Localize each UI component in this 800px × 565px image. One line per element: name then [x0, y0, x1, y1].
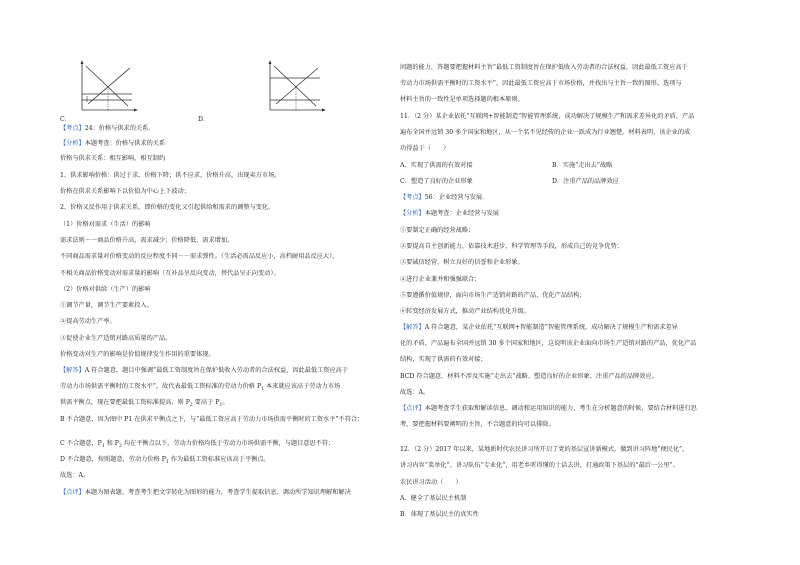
continued-line: 劳动力市场供需平衡时的工资水平”，因此最低工资应高于市场价格，并找出与主旨一致的图形。选项与: [400, 80, 682, 87]
jieda-line: 结构，实现了供需的有效对接；: [400, 356, 487, 363]
analysis-line: 价格与供求关系：相互影响，相互制约: [60, 155, 166, 162]
continued-line: 问题的能力，答题要把握材料主旨“最低工资制度旨在保护低收入劳动者的合法权益，因此最低工资应高于: [400, 64, 688, 71]
question-12-line: 讲习内容“菜单化”、讲习队伍“专业化”，用老乡听得懂的土话去讲，打通政策下基层的“最后一公里”。: [400, 462, 679, 469]
q12-option-b: B．体现了基层民主的真实性: [400, 511, 479, 518]
kaodian-text: 56：企业经营与发展．: [424, 194, 489, 201]
jieda-tag: 【解答】: [400, 324, 425, 331]
dianping-text: 本题为图表题，考查考生把文字转化为图形的能力，考查学生提取信息、调动所学知识理解和解决: [84, 489, 351, 496]
q11-option-c: C．塑造了良好的企业形象: [400, 178, 473, 185]
graph-c-label: C．: [60, 116, 71, 123]
analysis-line: 价格变动对生产的影响是价值规律发生作用的重要体现。: [60, 351, 215, 358]
analysis-line: 2、价格又反作用于供求关系，即价格的变化又引起供给和需求的调整与变化。: [60, 204, 275, 211]
question-11-line: 功得益于（ ）: [400, 145, 450, 152]
q12-option-a: A．健全了基层民主机制: [400, 495, 467, 502]
analysis-line: ②要提高自主创新能力，依靠技术进步、科学管理等手段，形成自己的竞争优势；: [400, 243, 623, 250]
question-12-line: 12．（2 分）2017 年以来，某地新时代农民讲习所开启了党的基层宣讲新模式，做到讲习阵地“便民化”、: [400, 446, 689, 453]
analysis-line: ⑤要遵循价值规律，面向市场生产适销对路的产品，优化产品结构；: [400, 292, 586, 299]
question-12-line: 农民讲习活动（ ）: [400, 479, 462, 486]
kaodian-text: 24：价格与供求的关系．: [84, 125, 155, 132]
fenxi-text: 本题考查：企业经营与发展: [424, 210, 499, 217]
kaodian-tag: 【考点】: [60, 125, 85, 132]
question-11-line: 11．（2 分）某企业依托“互联网+智能制造”智能管理系统，成功解决了规模生产和需求差异化的矛盾，产品: [400, 113, 695, 120]
fenxi-text: 本题考查：价格与供求的关系: [84, 140, 166, 147]
fenxi-row: [60, 140, 165, 148]
supply-demand-graph-d: [260, 58, 330, 118]
kaodian-row: [400, 194, 488, 202]
dianping-row: [400, 405, 697, 413]
q11-option-d: D．注重产品的品牌效应: [552, 178, 619, 185]
analysis-line: ②提高劳动生产率。: [60, 318, 116, 325]
analysis-line: ①调节产量，调节生产要素投入。: [60, 302, 153, 309]
jieda-text: A 符合题意，题目中强调“最低工资制度旨在保护低收入劳动者的合法权益，因此最低工资应高于: [84, 367, 349, 374]
graph-d-label: D．: [198, 116, 210, 123]
kaodian-tag: 【考点】: [400, 194, 425, 201]
option-c-explanation: C 不合题意，$P_1$ 和 $P_2$ 均在平衡点以下，劳动力价格均低于劳动力市场供需平衡，与题目意思不符；: [60, 440, 335, 450]
supply-demand-graph-c: [72, 58, 142, 118]
analysis-line: （2）价格对供给（生产）的影响: [60, 286, 151, 293]
jieda-line: 供需平衡点，现在要把最低工资标准提高，则 $P_2$ 要高于 $P_1$。: [60, 399, 229, 409]
jieda-row: [60, 367, 348, 375]
question-11-line: 遍布全国并远销 30 多个国家和地区，从一个名不见经传的企业一跃成为行业翘楚。材料表明，该企业的成: [400, 129, 691, 136]
option-d-explanation: D 不合题意，按照题意，劳动力价格 $P_1$ 作为最低工资标准应该高于平衡点。: [60, 456, 270, 466]
jieda-line: 化的矛盾，产品遍布全国并远销 30 多个国家和地区，这说明该企业面向市场生产适销对路的产品，优化产品: [400, 340, 697, 347]
jieda-line: 劳动力市场供需平衡时的工资水平”，故代表最低工资标准的劳动力价格 $P_1$ 本来就应该高于劳动力市场: [60, 383, 341, 393]
analysis-line: ⑥转变经济发展方式，推动产业结构优化升级。: [400, 308, 530, 315]
analysis-line: ①要制定正确的经营战略；: [400, 227, 475, 234]
analysis-line: ④进行企业兼并和强强联合；: [400, 276, 481, 283]
answer-line: 故选：A。: [400, 389, 430, 396]
answer-line: 故选：A。: [60, 472, 90, 479]
q11-option-a: A．实现了供需的有效对接: [400, 162, 473, 169]
jieda-row: [400, 324, 678, 332]
analysis-line: 不相关商品价格变动对需求量的影响（互补品呈反向变动，替代品呈正向变动）。: [60, 270, 280, 277]
continued-line: 材料主旨的一致性是单项选择题的根本原则。: [400, 96, 524, 103]
option-b-explanation: B 不合题意，因为图中 P1 在供求平衡点之下，与“最低工资应高于劳动力市场供需平衡时的工资水平”不符合；: [60, 416, 364, 423]
jieda-tag: 【解答】: [60, 367, 85, 374]
fenxi-tag: 【分析】: [60, 140, 85, 147]
dianping-row: [60, 489, 351, 497]
q11-option-b: B．实施“走出去”战略: [552, 162, 613, 169]
analysis-line: 需求法则－一商品价格升高，需求减少；价格降低，需求增加。: [60, 237, 234, 244]
analysis-line: ③要诚信经营，树立良好的信誉和企业形象。: [400, 259, 524, 266]
fenxi-row: [400, 210, 499, 218]
dianping-tag: 【点评】: [400, 405, 425, 412]
dianping-line: 考，要把握材料要阐明的主旨，不合题意的均可以排除。: [400, 421, 555, 428]
analysis-line: ③促使企业生产适销对路高质量的产品。: [60, 335, 172, 342]
jieda-line: BCD 符合题意，材料不涉及实施“走出去”战略、塑造良好的企业形象、注重产品的品牌效应。: [400, 373, 658, 380]
analysis-line: 不同商品需求量对价格变动的反应程度不同－－需求弹性。（生活必需品反应小，高档耐用品反应大）。: [60, 253, 339, 260]
kaodian-row: [60, 125, 155, 133]
analysis-line: 1、供求影响价格：供过于求，价格下降；供不应求，价格升高，出现卖方市场。: [60, 172, 281, 179]
dianping-tag: 【点评】: [60, 489, 85, 496]
fenxi-tag: 【分析】: [400, 210, 425, 217]
analysis-line: （1）价格对需求（生活）的影响: [60, 221, 151, 228]
dianping-text: 本题考查学生获取和解读信息、调动和运用知识的能力，考生在分析题意的时候，要结合材料进行思: [424, 405, 697, 412]
jieda-text: A 符合题意，某企业依托“互联网+智能制造”智能管理系统，成功解决了规模生产和需求差异: [424, 324, 678, 331]
analysis-line: 价格在供求关系影响下以价值为中心上下波动；: [60, 188, 190, 195]
